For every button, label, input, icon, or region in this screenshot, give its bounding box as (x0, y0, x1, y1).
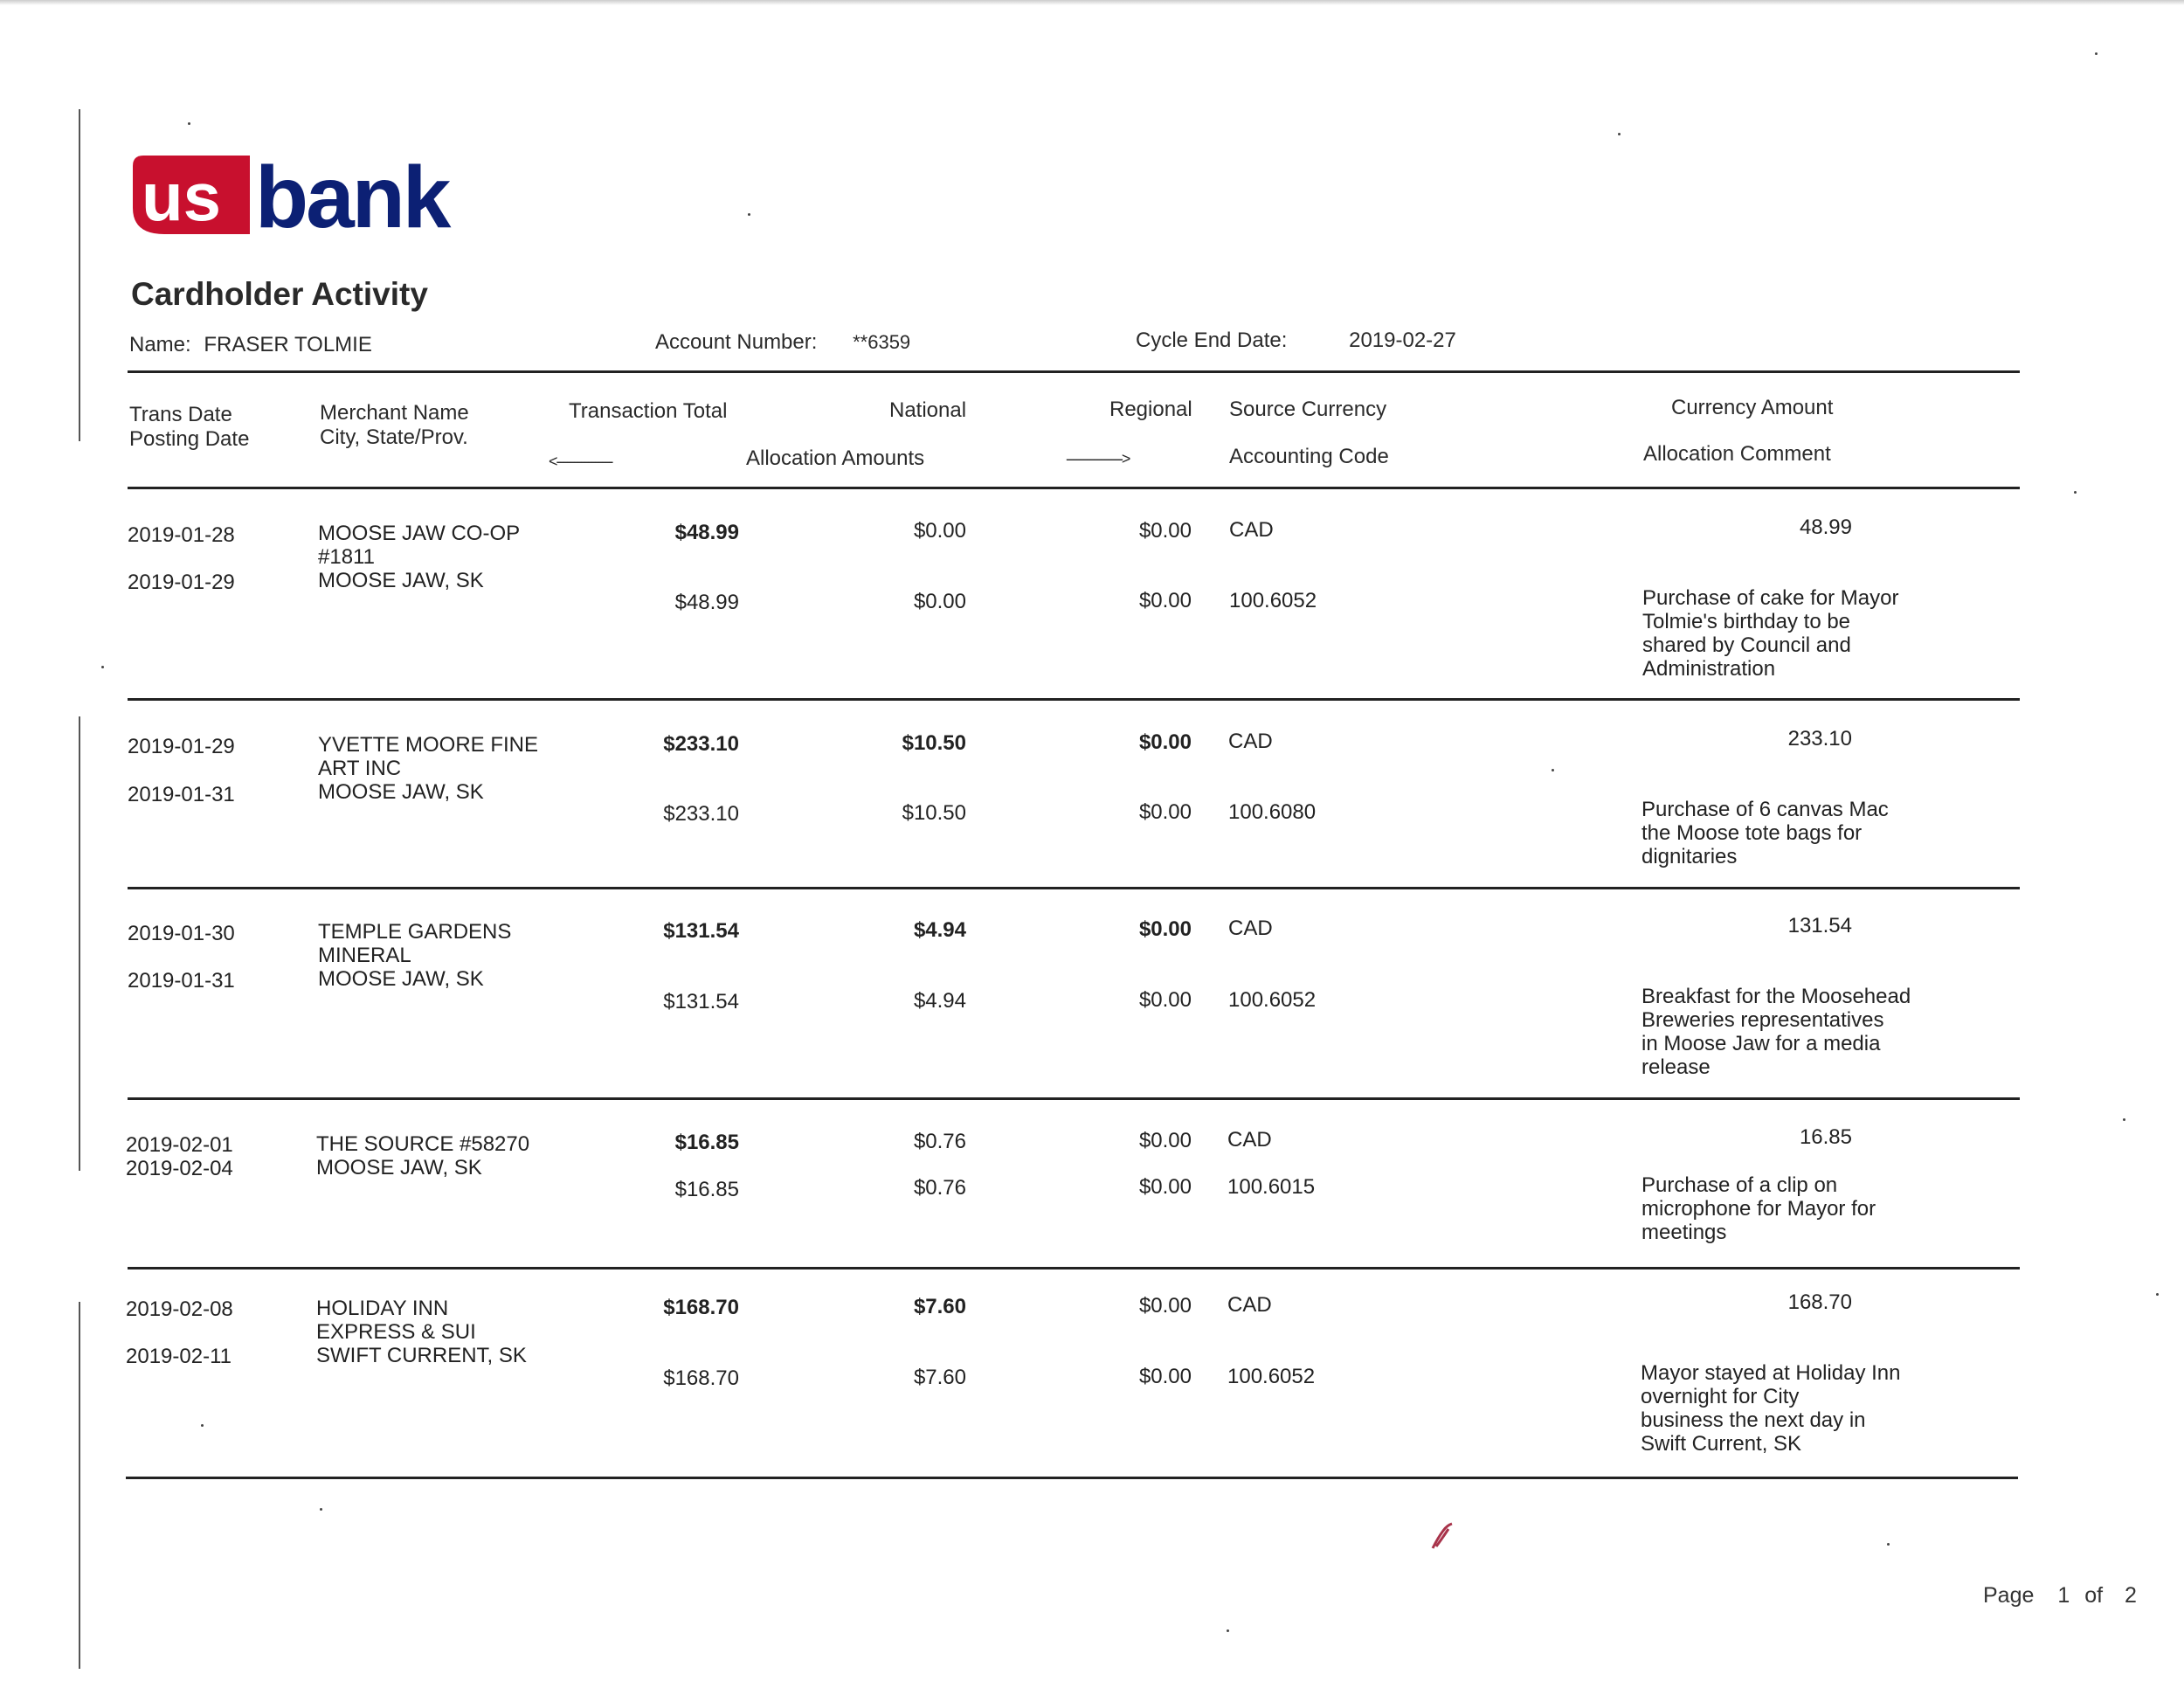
source-currency: CAD (1227, 1128, 1272, 1152)
source-currency: CAD (1229, 518, 1274, 542)
national-amount: $7.60 (913, 1295, 966, 1318)
row-divider (128, 1267, 2020, 1269)
page-title: Cardholder Activity (131, 276, 428, 312)
allocation-comment: Mayor stayed at Holiday Inn overnight for City business the next day in Swift Current, SK (1641, 1361, 1901, 1456)
national-amount: $0.00 (913, 519, 966, 543)
allocation-total: $16.85 (674, 1178, 739, 1201)
logo-us-text: us (142, 158, 222, 235)
cycle-end-date (1136, 329, 1456, 353)
regional-amount: $0.00 (1138, 917, 1192, 941)
posting-date: 2019-01-31 (128, 783, 235, 806)
currency-amount: 16.85 (1799, 1125, 1852, 1149)
allocation-regional: $0.00 (1138, 1175, 1192, 1199)
allocation-regional: $0.00 (1138, 988, 1192, 1012)
logo-bank-text: bank (255, 150, 449, 246)
page-label: Page (1983, 1583, 2035, 1608)
national-amount: $4.94 (913, 918, 966, 942)
currency-amount: 131.54 (1787, 914, 1852, 937)
transaction-total: $168.70 (663, 1296, 739, 1319)
trans-date: 2019-02-01 (126, 1133, 233, 1157)
regional-amount: $0.00 (1138, 730, 1192, 754)
merchant: THE SOURCE #58270 MOOSE JAW, SK (316, 1132, 530, 1180)
scan-speck (2095, 52, 2098, 55)
col-city: City, State/Prov. (320, 425, 468, 449)
posting-date: 2019-02-04 (126, 1157, 233, 1180)
national-amount: $10.50 (902, 731, 966, 755)
allocation-national: $10.50 (902, 801, 966, 825)
cardholder-name (129, 333, 372, 357)
usbank-logo (129, 150, 496, 251)
transaction-total: $131.54 (663, 919, 739, 943)
col-regional: Regional (1109, 398, 1192, 421)
transaction-total: $233.10 (663, 732, 739, 756)
allocation-comment: Purchase of 6 canvas Mac the Moose tote bags for dignitaries (1641, 798, 1889, 868)
transaction-total: $48.99 (674, 521, 739, 544)
scan-speck (188, 122, 190, 125)
allocation-national: $0.00 (913, 590, 966, 613)
allocation-total: $131.54 (663, 990, 739, 1013)
currency-amount: 168.70 (1787, 1290, 1852, 1314)
scan-speck (201, 1424, 204, 1427)
arrow-left: <---------------- (549, 453, 612, 470)
allocation-national: $7.60 (913, 1366, 966, 1389)
col-source-currency: Source Currency (1229, 398, 1387, 421)
source-currency: CAD (1228, 917, 1273, 940)
col-merchant-name: Merchant Name (320, 401, 469, 425)
allocation-comment: Breakfast for the Moosehead Breweries representatives in Moose Jaw for a media release (1641, 985, 1911, 1079)
allocation-total: $168.70 (663, 1366, 739, 1390)
accounting-code: 100.6080 (1228, 800, 1317, 824)
allocation-regional: $0.00 (1138, 589, 1192, 612)
posting-date: 2019-01-31 (128, 969, 235, 993)
scan-speck (748, 213, 750, 216)
row-divider-bottom (126, 1477, 2018, 1479)
col-trans-date: Trans Date (129, 403, 232, 426)
scan-speck (320, 1508, 322, 1511)
cycle-label: Cycle End Date: (1136, 329, 1288, 352)
scan-speck (2156, 1293, 2159, 1296)
merchant: HOLIDAY INN EXPRESS & SUI SWIFT CURRENT, SK (316, 1297, 527, 1367)
col-national: National (889, 398, 967, 422)
source-currency: CAD (1228, 730, 1273, 753)
posting-date: 2019-01-29 (128, 571, 235, 594)
national-amount: $0.76 (913, 1130, 966, 1153)
merchant: MOOSE JAW CO-OP #1811 MOOSE JAW, SK (318, 522, 521, 592)
page-of: of (2084, 1583, 2104, 1608)
allocation-regional: $0.00 (1138, 800, 1192, 824)
binder-margin-line (79, 716, 80, 1171)
allocation-total: $48.99 (674, 591, 739, 614)
scan-speck (1227, 1629, 1229, 1632)
scan-edge (0, 0, 2184, 5)
trans-date: 2019-01-28 (128, 523, 235, 547)
accounting-code: 100.6052 (1227, 1365, 1316, 1388)
merchant: YVETTE MOORE FINE ART INC MOOSE JAW, SK (318, 733, 539, 804)
col-allocation-amounts: Allocation Amounts (746, 446, 925, 470)
col-header-merchant (320, 401, 469, 450)
scan-speck (1618, 133, 1621, 135)
cycle-value: 2019-02-27 (1349, 329, 1456, 352)
accounting-code: 100.6015 (1227, 1175, 1316, 1199)
regional-amount: $0.00 (1138, 519, 1192, 543)
account-value: **6359 (853, 331, 911, 353)
pen-mark-icon (1429, 1522, 1455, 1552)
accounting-code: 100.6052 (1228, 988, 1317, 1012)
allocation-national: $4.94 (913, 989, 966, 1013)
merchant: TEMPLE GARDENS MINERAL MOOSE JAW, SK (318, 920, 512, 991)
accounting-code: 100.6052 (1229, 589, 1317, 612)
scan-speck (1552, 769, 1554, 771)
allocation-comment: Purchase of a clip on microphone for Mayor for meetings (1641, 1173, 1876, 1244)
regional-amount: $0.00 (1138, 1294, 1192, 1318)
page-current: 1 (2057, 1583, 2070, 1608)
trans-date: 2019-01-30 (128, 922, 235, 945)
col-posting-date: Posting Date (129, 427, 250, 451)
col-accounting-code: Accounting Code (1229, 445, 1389, 468)
name-label: Name: (129, 333, 191, 356)
currency-amount: 48.99 (1799, 515, 1852, 539)
account-label: Account Number: (655, 330, 818, 354)
currency-amount: 233.10 (1787, 727, 1852, 751)
binder-margin-line (79, 1302, 80, 1669)
account-number (655, 330, 910, 355)
row-divider (128, 887, 2020, 889)
allocation-comment: Purchase of cake for Mayor Tolmie's birthday to be shared by Council and Administration (1642, 586, 1899, 681)
scan-speck (101, 666, 104, 668)
scan-speck (2123, 1118, 2125, 1121)
binder-margin-line (79, 109, 80, 441)
col-header-dates (129, 403, 249, 452)
col-allocation-comment: Allocation Comment (1643, 442, 1831, 466)
allocation-regional: $0.00 (1138, 1365, 1192, 1388)
name-value: FRASER TOLMIE (204, 333, 372, 356)
header-rule-top (128, 370, 2020, 373)
page-indicator (1983, 1583, 2137, 1608)
header-rule-bottom (128, 487, 2020, 489)
posting-date: 2019-02-11 (126, 1345, 232, 1368)
row-divider (128, 698, 2020, 701)
arrow-right: ----------------> (1066, 450, 1130, 467)
trans-date: 2019-02-08 (126, 1297, 233, 1321)
regional-amount: $0.00 (1138, 1129, 1192, 1152)
allocation-total: $233.10 (663, 802, 739, 826)
scan-speck (2074, 491, 2077, 494)
col-transaction-total: Transaction Total (569, 399, 728, 423)
col-currency-amount: Currency Amount (1671, 396, 1834, 419)
allocation-national: $0.76 (913, 1176, 966, 1200)
page-total: 2 (2125, 1583, 2137, 1608)
trans-date: 2019-01-29 (128, 735, 235, 758)
source-currency: CAD (1227, 1293, 1272, 1317)
transaction-total: $16.85 (674, 1131, 739, 1154)
scan-speck (1887, 1543, 1890, 1546)
row-divider (128, 1097, 2020, 1100)
